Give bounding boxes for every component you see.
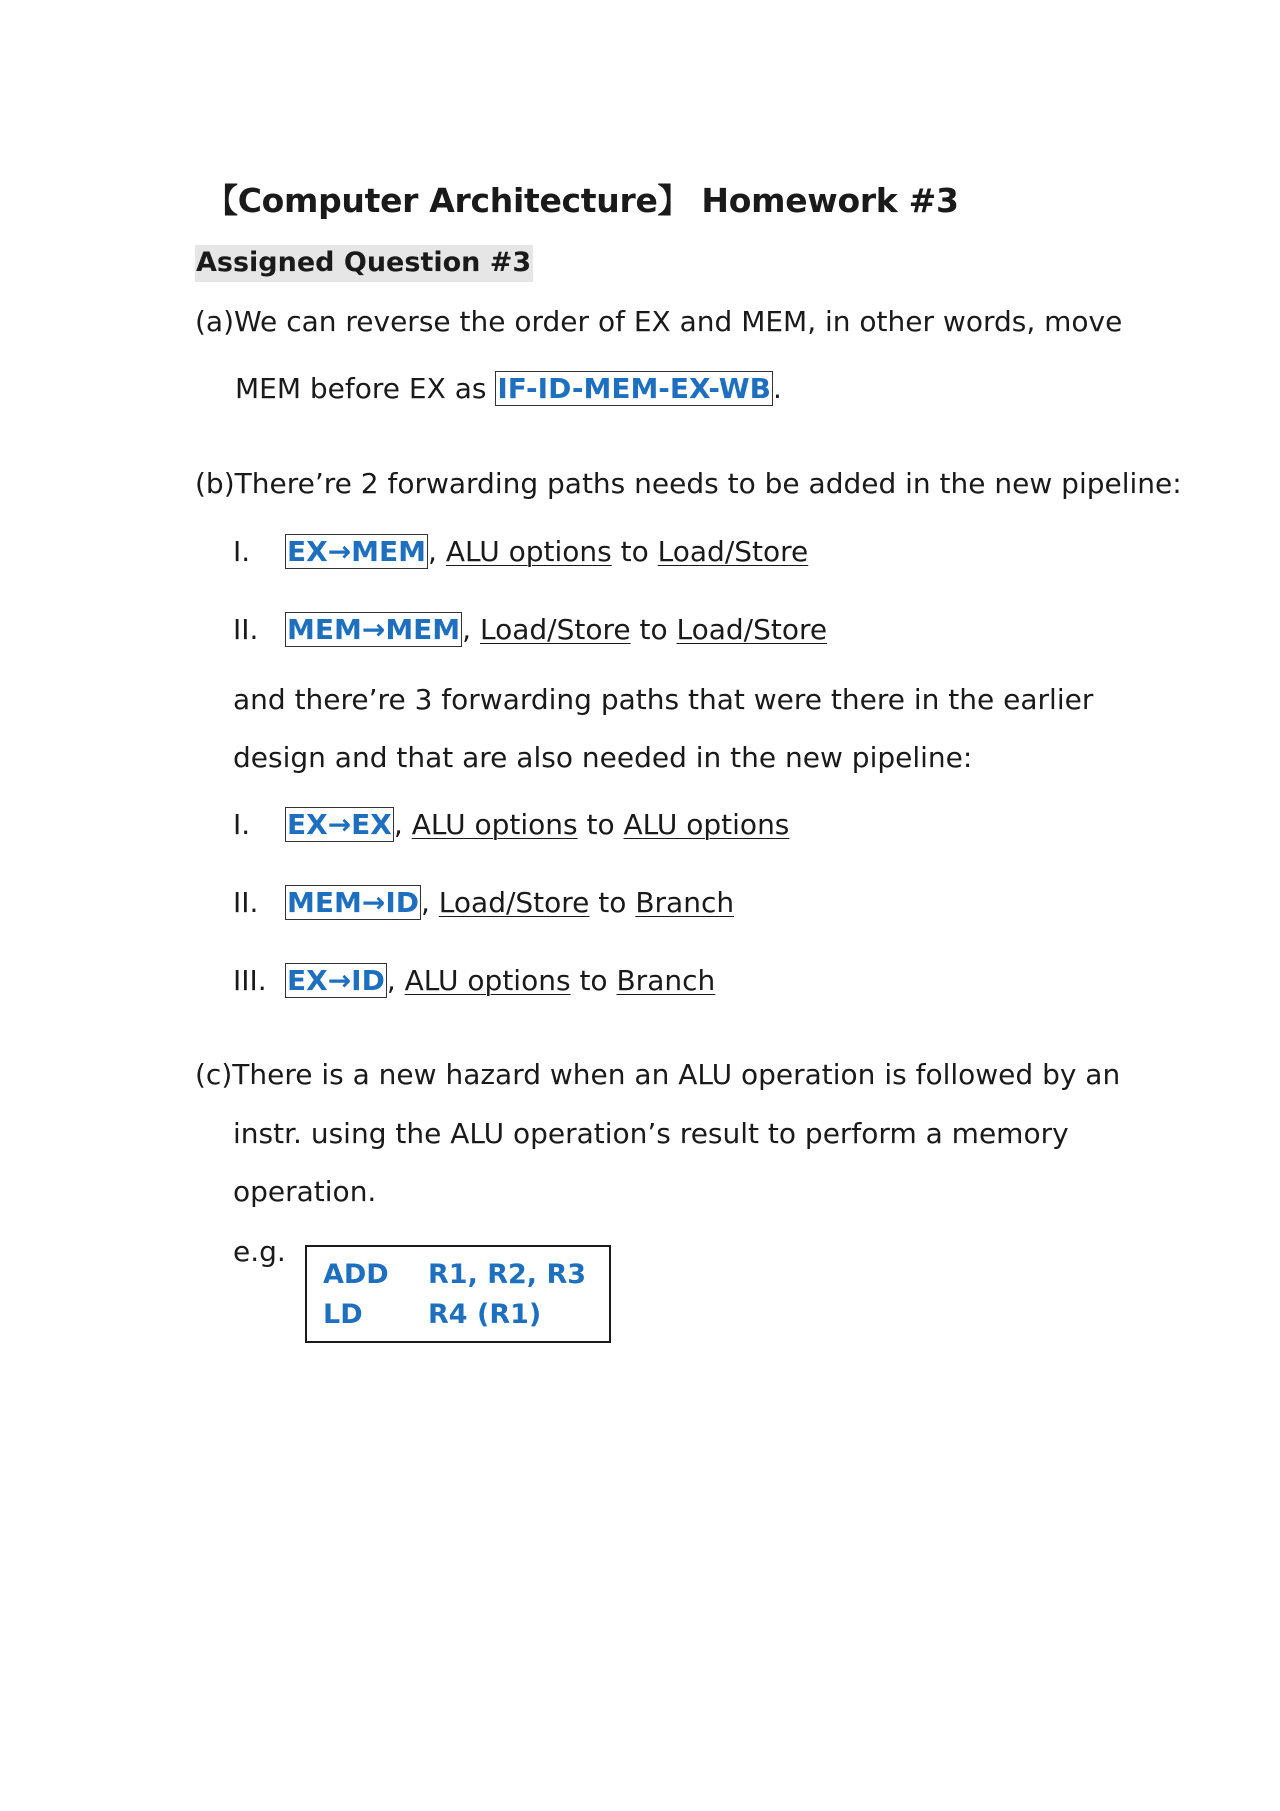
separator: , — [428, 535, 446, 568]
numeral: I. — [233, 535, 251, 568]
existing-path-item — [233, 964, 715, 998]
to-word: to — [630, 613, 677, 646]
forwarding-path-keyword: EX→EX — [287, 808, 392, 841]
code-example-box — [305, 1245, 611, 1343]
operands: R4 (R1) — [428, 1299, 542, 1330]
to-word: to — [611, 535, 658, 568]
forwarding-path-keyword: EX→MEM — [287, 535, 427, 568]
separator: , — [386, 964, 405, 997]
operands: R1, R2, R3 — [428, 1259, 587, 1290]
page-title: 【Computer Architecture】 Homework #3 — [205, 181, 959, 220]
path-target: Load/Store — [657, 535, 809, 568]
numeral: III. — [233, 964, 267, 997]
part-b-label: (b) — [195, 467, 235, 500]
part-c-line-1 — [195, 1058, 1120, 1092]
path-target: Load/Store — [676, 613, 828, 646]
part-b-intro-text: There’re 2 forwarding paths needs to be added in the new pipeline: — [234, 467, 1182, 500]
part-a-text-1: We can reverse the order of EX and MEM, in other words, move — [234, 305, 1123, 338]
to-word: to — [589, 886, 636, 919]
numeral: II. — [233, 613, 259, 646]
part-b-intro — [195, 467, 1182, 501]
part-c-label: (c) — [195, 1058, 233, 1091]
numeral: II. — [233, 886, 259, 919]
path-target: ALU options — [623, 808, 790, 841]
forwarding-path-keyword: MEM→MEM — [287, 613, 461, 646]
existing-path-item — [233, 808, 789, 842]
code-line — [323, 1299, 541, 1330]
pipeline-order-keyword: IF-ID-MEM-EX-WB — [497, 372, 771, 405]
path-source: ALU options — [404, 964, 571, 997]
forwarding-path-keyword: EX→ID — [287, 964, 385, 997]
separator: , — [462, 613, 480, 646]
to-word: to — [577, 808, 624, 841]
question-heading: Assigned Question #3 — [195, 245, 533, 282]
separator: , — [393, 808, 412, 841]
part-b-existing-line-2: design and that are also needed in the new pipeline: — [233, 741, 973, 774]
part-a-period: . — [772, 372, 782, 405]
part-a-label: (a) — [195, 305, 235, 338]
part-c-line-3: operation. — [233, 1175, 377, 1208]
path-source: ALU options — [445, 535, 612, 568]
path-target: Branch — [635, 886, 735, 919]
separator: , — [420, 886, 439, 919]
new-path-item — [233, 613, 827, 647]
path-target: Branch — [616, 964, 716, 997]
opcode: LD — [323, 1299, 363, 1330]
existing-path-item — [233, 886, 734, 920]
path-source: Load/Store — [438, 886, 590, 919]
part-b-existing-line-1: and there’re 3 forwarding paths that were there in the earlier — [233, 683, 1094, 716]
part-a-text-2: MEM before EX as — [235, 372, 496, 405]
forwarding-path-keyword: MEM→ID — [287, 886, 419, 919]
numeral: I. — [233, 808, 251, 841]
code-line — [323, 1259, 586, 1290]
opcode: ADD — [323, 1259, 389, 1290]
to-word: to — [570, 964, 617, 997]
path-source: ALU options — [411, 808, 578, 841]
part-a-line-1 — [195, 305, 1122, 339]
part-c-text-1: There is a new hazard when an ALU operation is followed by an — [232, 1058, 1121, 1091]
example-label: e.g. — [233, 1235, 286, 1268]
path-source: Load/Store — [479, 613, 631, 646]
new-path-item — [233, 535, 808, 569]
part-c-line-2: instr. using the ALU operation’s result to perform a memory — [233, 1117, 1069, 1150]
part-a-line-2 — [235, 372, 782, 406]
